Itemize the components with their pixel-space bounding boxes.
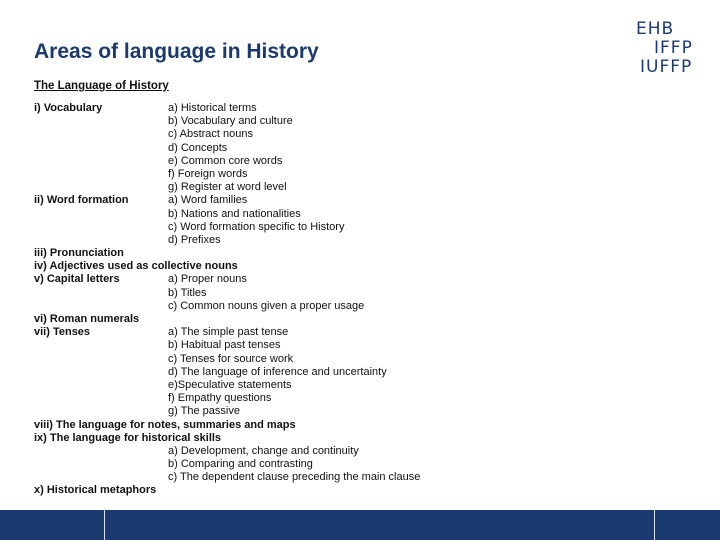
section-item: b) Comparing and contrasting xyxy=(168,458,313,471)
list-row xyxy=(34,471,474,484)
list-row xyxy=(34,353,474,366)
list-row xyxy=(34,432,474,445)
section-item: d) Prefixes xyxy=(168,233,221,246)
logo-line-3: IUFFP xyxy=(640,57,693,77)
section-item: c) Common nouns given a proper usage xyxy=(168,299,365,312)
section-item: a) Word families xyxy=(168,194,248,207)
list-row xyxy=(34,221,474,234)
section-item: a) The simple past tense xyxy=(168,326,289,339)
list-row xyxy=(34,287,474,300)
section-item: c) The dependent clause preceding the main clause xyxy=(168,471,421,484)
list-row xyxy=(34,366,474,379)
logo-line-1: EHB xyxy=(636,19,675,39)
section-item: b) Nations and nationalities xyxy=(168,207,301,220)
section-item: c) Tenses for source work xyxy=(168,352,294,365)
document-image xyxy=(34,78,474,498)
list-row xyxy=(34,102,474,115)
list-row xyxy=(34,208,474,221)
section-label: iii) Pronunciation xyxy=(34,247,124,260)
document-list xyxy=(34,102,474,498)
list-row xyxy=(34,445,474,458)
section-item: d) Concepts xyxy=(168,141,228,154)
section-item: a) Proper nouns xyxy=(168,273,247,286)
list-row xyxy=(34,419,474,432)
section-label: ix) The language for historical skills xyxy=(34,431,222,444)
list-row xyxy=(34,300,474,313)
list-row xyxy=(34,392,474,405)
list-row xyxy=(34,339,474,352)
logo-line-2: IFFP xyxy=(654,38,693,58)
footer-bar xyxy=(0,510,720,540)
footer-divider xyxy=(654,510,655,540)
footer-divider xyxy=(104,510,105,540)
section-item: c) Word formation specific to History xyxy=(168,220,345,233)
list-row xyxy=(34,168,474,181)
section-label: x) Historical metaphors xyxy=(34,484,157,497)
section-label: v) Capital letters xyxy=(34,273,120,286)
section-item: g) The passive xyxy=(168,405,240,418)
list-row xyxy=(34,484,474,497)
section-item: e) Common core words xyxy=(168,154,283,167)
list-row xyxy=(34,405,474,418)
list-row xyxy=(34,458,474,471)
list-row xyxy=(34,234,474,247)
section-item: a) Historical terms xyxy=(168,102,257,114)
list-row xyxy=(34,247,474,260)
section-item: g) Register at word level xyxy=(168,181,287,194)
list-row xyxy=(34,128,474,141)
section-item: b) Vocabulary and culture xyxy=(168,115,293,128)
list-row xyxy=(34,326,474,339)
ehb-logo xyxy=(636,20,696,77)
section-item: f) Empathy questions xyxy=(168,392,272,405)
list-row xyxy=(34,273,474,286)
list-row xyxy=(34,155,474,168)
section-label: i) Vocabulary xyxy=(34,102,103,114)
list-row xyxy=(34,260,474,273)
section-label: vii) Tenses xyxy=(34,326,91,339)
section-item: b) Titles xyxy=(168,286,207,299)
slide-title: Areas of language in History xyxy=(34,40,319,63)
section-label: vi) Roman numerals xyxy=(34,313,140,325)
section-item: a) Development, change and continuity xyxy=(168,444,359,457)
section-item: f) Foreign words xyxy=(168,167,248,180)
list-row xyxy=(34,313,474,326)
list-row xyxy=(34,115,474,128)
list-row xyxy=(34,181,474,194)
section-label: viii) The language for notes, summaries and maps xyxy=(34,418,296,431)
list-row xyxy=(34,194,474,207)
section-item: d) The language of inference and uncertainty xyxy=(168,365,387,378)
section-item: e)Speculative statements xyxy=(168,378,292,391)
section-item: c) Abstract nouns xyxy=(168,128,253,141)
section-label: ii) Word formation xyxy=(34,194,129,207)
section-label: iv) Adjectives used as collective nouns xyxy=(34,260,238,273)
list-row xyxy=(34,142,474,155)
list-row xyxy=(34,379,474,392)
document-heading: The Language of History xyxy=(34,80,169,92)
section-item: b) Habitual past tenses xyxy=(168,339,281,352)
